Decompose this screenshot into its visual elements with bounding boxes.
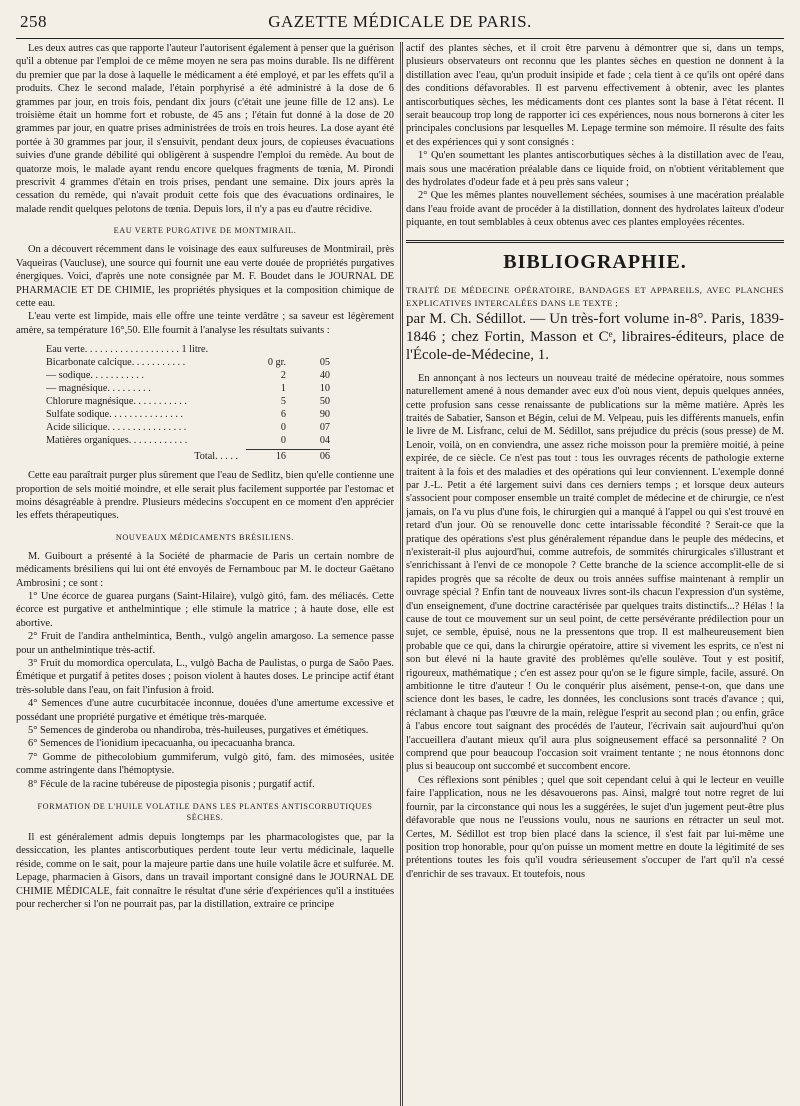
table-total-row: Total. . . . . 16 06 [194, 451, 330, 463]
section-heading: NOUVEAUX MÉDICAMENTS BRÉSILIENS. [115, 532, 295, 542]
paragraph: En annonçant à nos lecteurs un nouveau traité de médecine opératoire, nous sommes naturellement amené à nous demander avec eux d'où nous vient, depuis quelques années, cette profusion sans cesse renaissante de publications sur la même matière. Après les traités de Sabatier, Sanson et Bégin, celui de M. Velpeau, puis les différents manuels, enfin le livre de M. Lisfranc, celui de M. Sédillot, sans préjudice du précis (sous presse) de M. Lenoir, voilà, on en conviendra, une assez riche moisson pour la première moitié, à peine expirée, de ce siècle. Ce n'est pas tout : tous les ouvrages récents de pathologie externe traitent à la fois et des maladies et des opérations qui leur conviennent. L'exemple donné par J.-L. Petit a été largement suivi dans ces derniers temps ; et lorsque deux auteurs s'associent pour composer ensemble un traité complet de médecine et de chirurgie, ce n'est jamais, on l'a vu plus d'une fois, le chirurgien qui a manqué à l'appel ou qui s'est trouvé en retard d'un jour. Où se renouvelle donc cette intarissable fécondité ? Serait-ce que la pratique des opérations s'est plus généralement répandue dans le peuple des médecins, et n'existerait-il plus aujourd'hui, comme autrefois, de sommités chirurgicales s'illustrant et s'enrichissant à l'envi de ce monopole ? Cette branche de la science accomplit-elle de si rapides progrès que sa récolte de deux ou trois années suffise maintenant à remplir un ouvrage spécial ? Enfin tant de nouveaux livres sont-ils chacun l'expression d'un système, d'un enseignement, d'une doctrine caractérisée par quelques traits distinctifs...? Hélas ! la cause de tout ce mouvement sur un seul point, de cette persévérante prédilection pour un sujet, ce semble, épuisé, nous ne la pressentons que trop. Il est malheureusement bien probable que ce qui, dans la chirurgie opératoire, attire si vivement les esprits, ce n'est ni son but élevé ni la haute gravité des problèmes qu'elle soulève. Tout y est positif, rigoureux, mathématique ; c'en est assez pour qu'on se le figure simple, facile, assuré. On ambitionne le titre d'auteur ! Ou le conquérir plus aisément, pense-t-on, que dans une science dont les bases, le cadre, les données, les conclusions sont tracés d'avance ; qui, réclamant à chaque pas l'œuvre de la main, relègue l'esprit au second plan ; ou enfin, grâce à l'abus encore tout saignant des procédés de l'auteur, l'écrivain sait aujourd'hui qu'on l'accueillera d'autant mieux qu'il aura plus soigneusement effacé sa personnalité ? On comprend que pour beaucoup l'occasion soit vraiment tentante ; ne nous étonnons donc plus si beaucoup ont succombé et succombent encore. [406, 372, 784, 773]
list-item: 8° Fécule de la racine tubéreuse de pipostegia pisonis ; purgatif actif. [28, 778, 315, 790]
book-details: par M. Ch. Sédillot. — Un très-fort volume in-8°. Paris, 1839-1846 ; chez Fortin, Masson et Cᵉ, libraires-éditeurs, place de l'École-de-Médecine, 1. [406, 310, 784, 363]
table-row: — magnésique. . . . . . . . . 1 10 [46, 383, 330, 395]
list-item: 1° Une écorce de guarea purgans (Saint-Hilaire), vulgò gitó, fam. des méliacés. Cette écorce est purgative et anthelmintique ; elle stimule la matrice ; à haute dose, elle est abortive. [16, 590, 394, 629]
page-number: 258 [20, 12, 47, 31]
list-item: 4° Semences d'une autre cucurbitacée inconnue, douées d'une amertume excessive et possédant une propriété purgative et émétique très-marquée. [16, 698, 394, 723]
paragraph: M. Guibourt a présenté à la Société de pharmacie de Paris un certain nombre de médicaments brésiliens qui lui ont été envoyés de Fernambouc par M. le docteur Gaëtano Ambrosini ; ce sont : [16, 550, 394, 589]
list-item: 2° Fruit de l'andira anthelmintica, Benth., vulgò angelin amargoso. La semence passe pour un anthelmintique très-actif. [16, 631, 394, 656]
right-column [406, 42, 784, 1106]
list-item: 7° Gomme de pithecolobium gummiferum, vulgò gitó, fam. des mimosées, usitée comme astringente dans l'hémoptysie. [16, 751, 394, 777]
section-heading-line: SÈCHES. [186, 813, 224, 823]
list-item: 3° Fruit du momordica operculata, L., vulgò Bacha de Paulistas, o purga de Saõo Paes. Émétique et purgatif à petites doses ; poison violent à hautes doses. Le principe actif étant très-soluble dans l'eau, on fait l'infusion à froid. [16, 658, 394, 696]
columns [16, 42, 784, 1106]
page-header [16, 12, 784, 34]
book-title: TRAITÉ DE MÉDECINE OPÉRATOIRE, BANDAGES ET APPAREILS, AVEC PLANCHES EXPLICATIVES INTERCALÉES DANS LE TEXTE ; [406, 284, 784, 308]
header-rule [16, 38, 784, 39]
table-row: Chlorure magnésique. . . . . . . . . . . 5 50 [46, 396, 330, 408]
paragraph: Ces réflexions sont pénibles ; quel que soit cependant celui à qui le lecteur en veuille faire l'application, nous ne les désavouerons pas. Ainsi, malgré tout notre regret de lui fournir, par la circonstance qui nous les a suggérées, le sujet d'un jugement peut-être plus défavorable que nous ne l'eussions voulu, nous ne saurions en rétracter un seul mot. Certes, M. Sédillot est trop bien placé dans la science, il s'est fait par lui-même une position trop honorable, pour qu'on puisse un moment mettre en doute la légitimité de ses prétentions toutes les fois qu'il voudra sérieusement s'occuper de l'art qu'il n'a cessé d'enrichir de ses travaux. Et toutefois, nous [406, 774, 784, 880]
paragraph: Cette eau paraîtrait purger plus sûrement que l'eau de Sedlitz, bien qu'elle contienne une proportion de sels moitié moindre, et elle serait plus facilement supportée par l'estomac et moins désagréable à prendre. Plusieurs médecins s'occupent en ce moment d'en apprécier les effets thérapeutiques. [16, 470, 394, 522]
journal-title: GAZETTE MÉDICALE DE PARIS. [268, 12, 532, 31]
section-heading-line: FORMATION DE L'HUILE VOLATILE DANS LES PLANTES ANTISCORBUTIQUES [37, 802, 373, 812]
table-row: Eau verte. . . . . . . . . . . . . . . . . . . 1 litre. [46, 344, 209, 356]
section-heading [16, 801, 394, 823]
list-item: 5° Semences de ginderoba ou nhandiroba, très-huileuses, purgatives et émétiques. [28, 725, 369, 737]
analysis-table [46, 343, 394, 463]
paragraph: L'eau verte est limpide, mais elle offre une teinte verdâtre ; sa saveur est légèrement amère, sa température 16°,50. Elle fournit à l'analyse les résultats suivants : [16, 311, 394, 336]
column-divider [400, 42, 401, 1106]
column-divider [402, 42, 403, 1106]
paragraph: Les deux autres cas que rapporte l'auteur l'autorisent également à penser que la guérison qu'il a obtenue par l'emploi de ce même moyen ne sera pas moins durable. Ils ne diffèrent du premier que par la dose à laquelle le médicament a été employé, et par les effets qu'il a produits. Chez le second malade, l'étain porphyrisé a été administré à la dose de 6 grammes par jour, en trois fois, pendant dix jours (c'était une jeune fille de 12 ans). Le troisième était un homme fort et robuste, de 45 ans ; l'étain fut donné à la dose de 20 grammes par jour, en quatre prises administrées de trois en trois heures. La dose ayant été portée à 30 grammes par jour, il s'ensuivit, pendant deux jours, de copieuses évacuations suivies d'une grande débilité qui obligèrent à suspendre l'emploi du remède. Au bout de quatorze mois, le malade ayant rendu encore quelques fragments de tœnia, M. Pirondi prescrivit 4 grammes d'étain en trois prises, pendant une semaine. Dix jours après la cessation du remède, qui n'avait produit cette fois que des évacuations ordinaires, le malade rendit quelques pelotons de tœnia. Depuis lors, il n'y a pas eu d'autre récidive. [16, 43, 394, 215]
table-row: Bicarbonate calcique. . . . . . . . . . . 0 gr. 05 [46, 357, 330, 369]
left-column [16, 42, 394, 1106]
bibliography-title: BIBLIOGRAPHIE. [503, 250, 687, 273]
section-rule [406, 240, 784, 243]
table-row: Matières organiques. . . . . . . . . . . . 0 04 [46, 435, 330, 447]
paragraph: Il est généralement admis depuis longtemps par les pharmacologistes que, par la dessiccation, les plantes antiscorbutiques perdent toute leur vertu médicinale, laquelle réside, comme on le sait, pour la majeure partie dans une huile volatile âcre et sulfurée. M. Lepage, pharmacien à Gisors, dans un travail important consigné dans le JOURNAL DE CHIMIE MÉDICALE, fait connaître le résultat d'une série d'expériences qu'il a instituées pour rechercher si l'on ne pourrait pas, par la distillation, extraire ce principe [16, 832, 394, 911]
list-item: 1° Qu'en soumettant les plantes antiscorbutiques sèches à la distillation avec de l'eau, mais sous une macération préalable dans ce liquide froid, on n'obtient véritablement que des hydrolates d'odeur fade et à peu près sans valeur ; [406, 150, 784, 189]
section-heading: EAU VERTE PURGATIVE DE MONTMIRAIL. [113, 226, 297, 236]
list-item: 6° Semences de l'ionidium ipecacuanha, ou ipecacuanha branca. [28, 738, 296, 750]
table-row: Acide silicique. . . . . . . . . . . . . . . . 0 07 [46, 422, 330, 434]
table-row: — sodique. . . . . . . . . . . 2 40 [46, 370, 330, 382]
table-row: Sulfate sodique. . . . . . . . . . . . . . . 6 90 [46, 409, 330, 421]
paragraph: actif des plantes sèches, et il croit être parvenu à démontrer que si, dans un temps, plusieurs observateurs ont reconnu que les plantes sèches en question ne donnent à la distillation avec l'eau, qu'un produit insipide et fade ; cela tient à ce qu'ils ont opéré dans des conditions défavorables. Il est parvenu effectivement à obtenir, avec les plantes antiscorbutiques sèches, les médicaments dont ces plantes sont la base à l'état récent. Il serait beaucoup trop long de rapporter ici ces expériences, nous nous bornerons à citer les principales conclusions par lesquelles M. Lepage termine son mémoire. Il résulte des faits et des expériences qui y sont consignés : [406, 43, 784, 148]
list-item: 2° Que les mêmes plantes nouvellement séchées, soumises à une macération préalable dans l'eau froide avant de procéder à la distillation, donnent des hydrolates laiteux d'odeur piquante, en tout semblables à ceux obtenus avec ces plantes employées récentes. [406, 190, 784, 229]
paragraph: On a découvert récemment dans le voisinage des eaux sulfureuses de Montmirail, près Vaqueiras (Vaucluse), une source qui fournit une eau verte douée de propriétés purgatives énergiques. Voici, d'après une note consignée par M. F. Boudet dans le JOURNAL DE PHARMACIE ET DE CHIMIE, les propriétés physiques et la composition chimique de cette eau. [16, 244, 394, 309]
